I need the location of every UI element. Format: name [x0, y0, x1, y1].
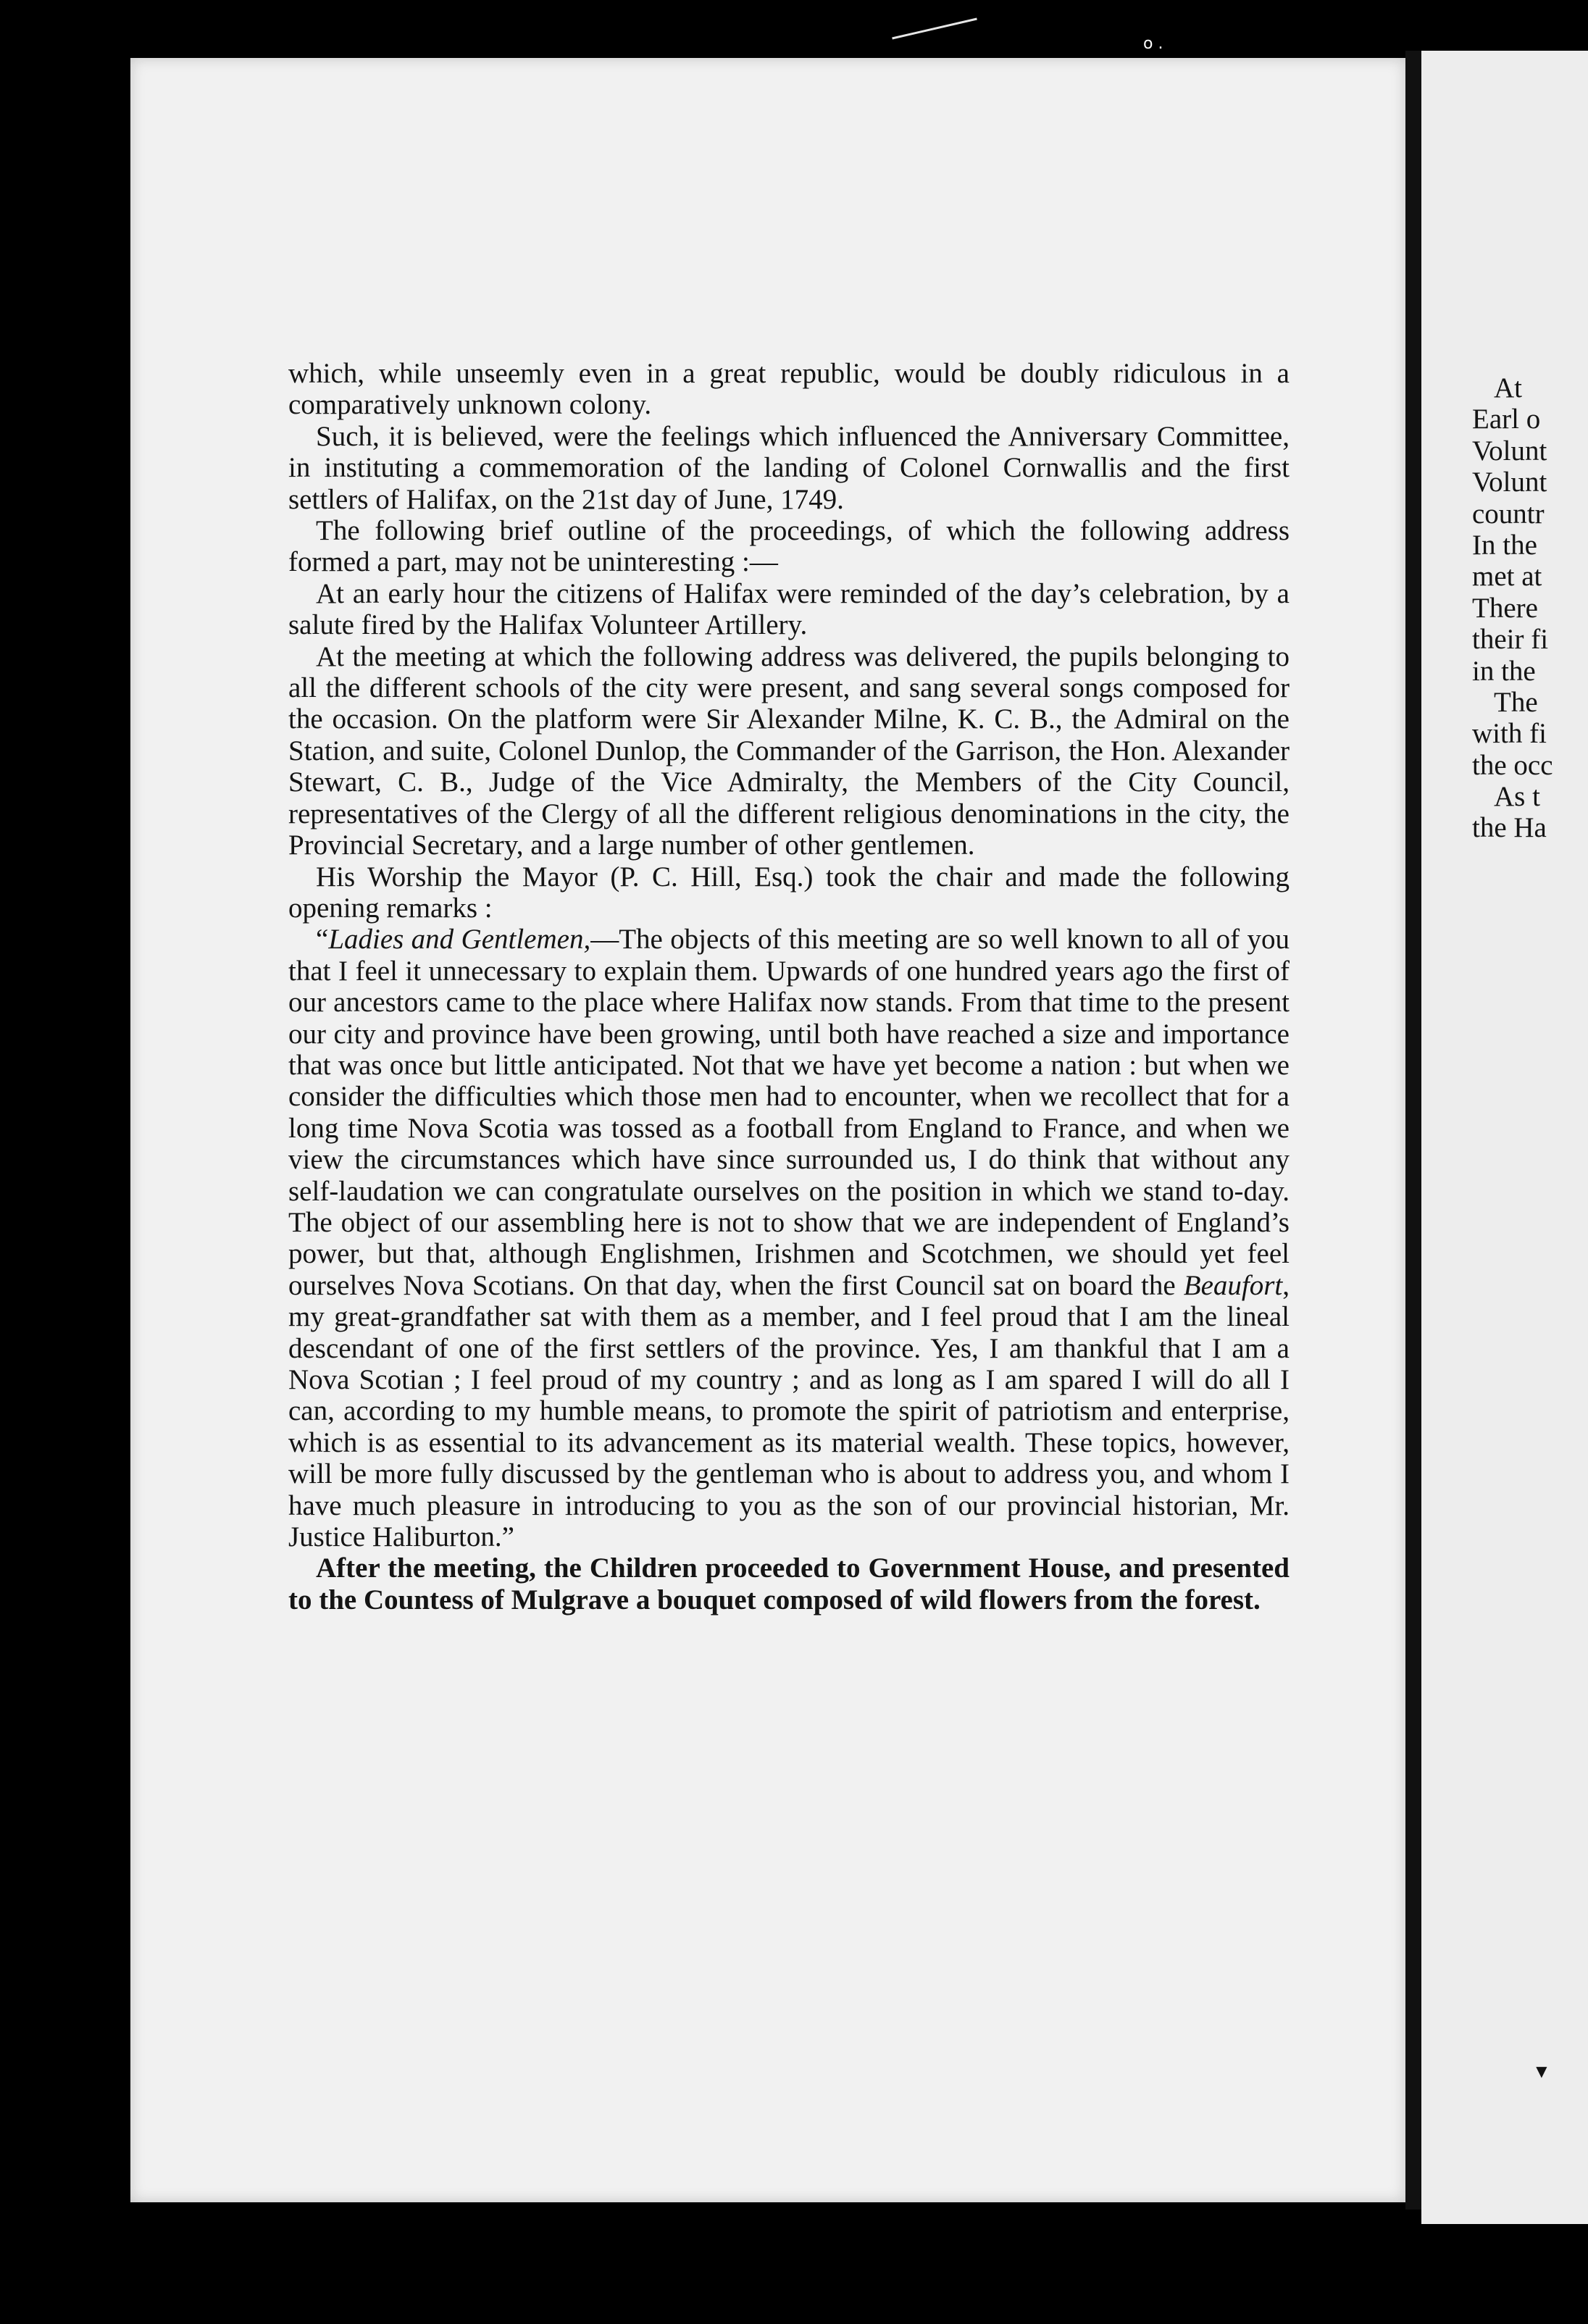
- paragraph-outline: The following brief outline of the proceedings, of which the following address formed a part, may not be uninteresting :—: [288, 515, 1290, 578]
- paragraph-meeting: At the meeting at which the following address was delivered, the pupils belonging to all the different schools of the city were present, and sang several songs composed for the occasion. On the platform were Sir Alexander Milne, K. C. B., the Admiral on the Station, and suite, Colonel Dunlop, the Commander of the Garrison, the Hon. Alexander Stewart, C. B., Judge of the Vice Admiralty, the Members of the City Council, representatives of the Clergy of all the different religious denominations in the city, the Provincial Secretary, and a large number of other gentlemen.: [288, 640, 1290, 861]
- paragraph-mayor: His Worship the Mayor (P. C. Hill, Esq.) took the chair and made the following opening remarks :: [288, 861, 1290, 924]
- facing-line: Volunt: [1472, 435, 1547, 467]
- speech-text-part-2: , my great-grandfather sat with them as a member, and I feel proud that I am the lineal descendant of one of the first settlers of the province. Yes, I am thankful that I am a Nova Scotian ; I feel proud of my country ; and as long as I am spared I will do all I can, according to my humble means, to promote the spirit of patriotism and enterprise, which is as essential to its advancement as its material wealth. These topics, however, will be more fully discussed by the gentleman who is about to address you, and whom I have much pleasure in introducing to you as the son of our provincial historian, Mr. Justice Haliburton.”: [288, 1269, 1290, 1553]
- facing-page-text: [1472, 372, 1588, 844]
- film-scratch: [892, 18, 977, 40]
- facing-line: The: [1494, 686, 1538, 718]
- facing-line: At: [1494, 372, 1522, 404]
- facing-line: their fi: [1472, 624, 1549, 656]
- open-quote: “: [316, 924, 329, 956]
- facing-line: Earl o: [1472, 404, 1541, 435]
- paragraph-closing: After the meeting, the Children proceeded to Government House, and presented to the Countess of Mulgrave a bouquet composed of wild flowers from the forest.: [288, 1552, 1290, 1615]
- paragraph-continuation: which, while unseemly even in a great republic, would be doubly ridiculous in a comparatively unknown colony.: [288, 358, 1290, 421]
- facing-line: countr: [1472, 498, 1545, 530]
- page-text: [288, 358, 1290, 1615]
- book-gutter: [1405, 51, 1421, 2210]
- paragraph-committee: Such, it is believed, were the feelings which influenced the Anniversary Committee, in instituting a commemoration of the landing of Colonel Cornwallis and the first settlers of Halifax, on the 21st day of June, 1749.: [288, 420, 1290, 515]
- ship-name: Beaufort: [1183, 1269, 1283, 1301]
- facing-line: in the: [1472, 655, 1536, 687]
- paragraph-salute: At an early hour the citizens of Halifax were reminded of the day’s celebration, by a salute fired by the Halifax Volunteer Artillery.: [288, 577, 1290, 641]
- paragraph-speech: [288, 924, 1290, 1552]
- facing-line: Volunt: [1472, 467, 1547, 498]
- corner-arrow-icon: ▼: [1532, 2061, 1551, 2082]
- facing-line: In the: [1472, 529, 1537, 561]
- film-mark: o .: [1143, 35, 1163, 53]
- facing-line: As t: [1494, 781, 1540, 813]
- facing-line: with fi: [1472, 718, 1547, 750]
- speech-text-part-1: —The objects of this meeting are so well known to all of you that I feel it unnecessary to explain them. Upwards of one hundred years ago the first of our ancestors came to the place where Halifax now stands. From that time to the present our city and province have been growing, until both have reached a size and importance that was once but little anticipated. Not that we have yet become a nation : but when we consider the difficulties which those men had to encounter, when we recollect that for a long time Nova Scotia was tossed as a football from England to France, and when we view the circumstances which have since surrounded us, I do think that without any self-laudation we can congratulate ourselves on the position in which we stand to-day. The object of our assembling here is not to show that we are independent of England’s power, but that, although Englishmen, Irishmen and Scotchmen, we should yet feel ourselves Nova Scotians. On that day, when the first Council sat on board the: [288, 924, 1290, 1301]
- facing-line: There: [1472, 592, 1538, 624]
- facing-line: met at: [1472, 561, 1542, 593]
- facing-line: the occ: [1472, 749, 1553, 781]
- speech-salutation: Ladies and Gentlemen,: [328, 924, 591, 956]
- facing-line: the Ha: [1472, 812, 1547, 844]
